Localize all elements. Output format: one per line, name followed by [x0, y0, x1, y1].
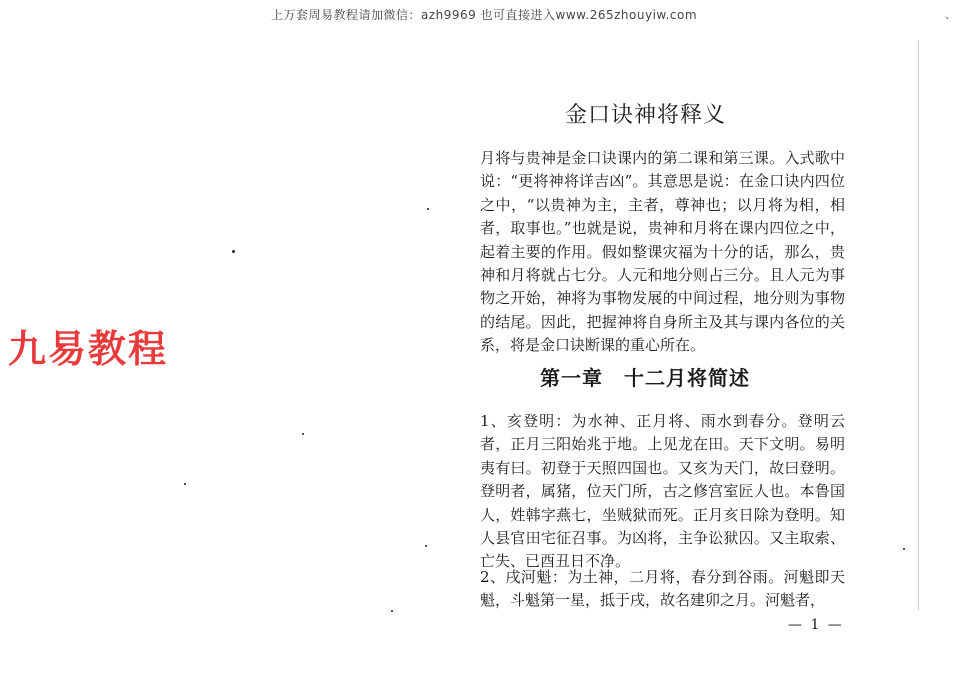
chapter-title: 第一章 十二月将简述	[540, 366, 750, 390]
page-number: — 1 —	[788, 617, 844, 633]
header-note: 上万套周易教程请加微信：azh9969 也可直接进入www.265zhouyiw.com	[270, 8, 698, 22]
item-paragraph-2: 2、戌河魁：为土神，二月将，春分到谷雨。河魁即天魁，斗魁第一星，抵于戌，故名建卯之月。河魁者，	[480, 568, 845, 610]
item-paragraph-1: 1、亥登明：为水神、正月将、雨水到春分。登明云者，正月三阳始兆于地。上见龙在田。天下文明。易明夷有曰。初登于天照四国也。又亥为天门，故曰登明。登明者，属猪，位天门所，古之修宫室匠人也。本鲁国人，姓韩字燕七，坐贼狱而死。正月亥日除为登明。知人县官田宅征召事。为凶将，主争讼狱囚。又主取索、亡失、已酉丑日不净。	[480, 412, 845, 571]
scan-speck	[302, 433, 304, 435]
scan-speck	[903, 548, 905, 550]
intro-paragraph: 月将与贵神是金口诀课内的第二课和第三课。入式歌中说：“更将神将详吉凶”。其意思是说：在金口诀内四位之中，“以贵神为主，主者，尊神也；以月将为相，相者，取事也。”也就是说，贵神和月将在课内四位之中，起着主要的作用。假如整课灾福为十分的话，那么，贵神和月将就占七分。人元和地分则占三分。且人元为事物之开始，神将为事物发展的中间过程，地分则为事物的结尾。因此，把握神将自身所主及其与课内各位的关系，将是金口诀断课的重心所在。	[480, 149, 845, 355]
scan-speck	[232, 250, 235, 253]
scan-edge-line	[918, 40, 919, 610]
watermark: 九易教程	[8, 327, 169, 371]
scan-speck	[184, 483, 186, 485]
scan-speck	[427, 208, 429, 210]
edge-mark: 、	[945, 8, 956, 21]
scan-speck	[391, 610, 393, 612]
scan-speck	[425, 545, 427, 547]
document-title: 金口诀神将释义	[565, 103, 727, 128]
